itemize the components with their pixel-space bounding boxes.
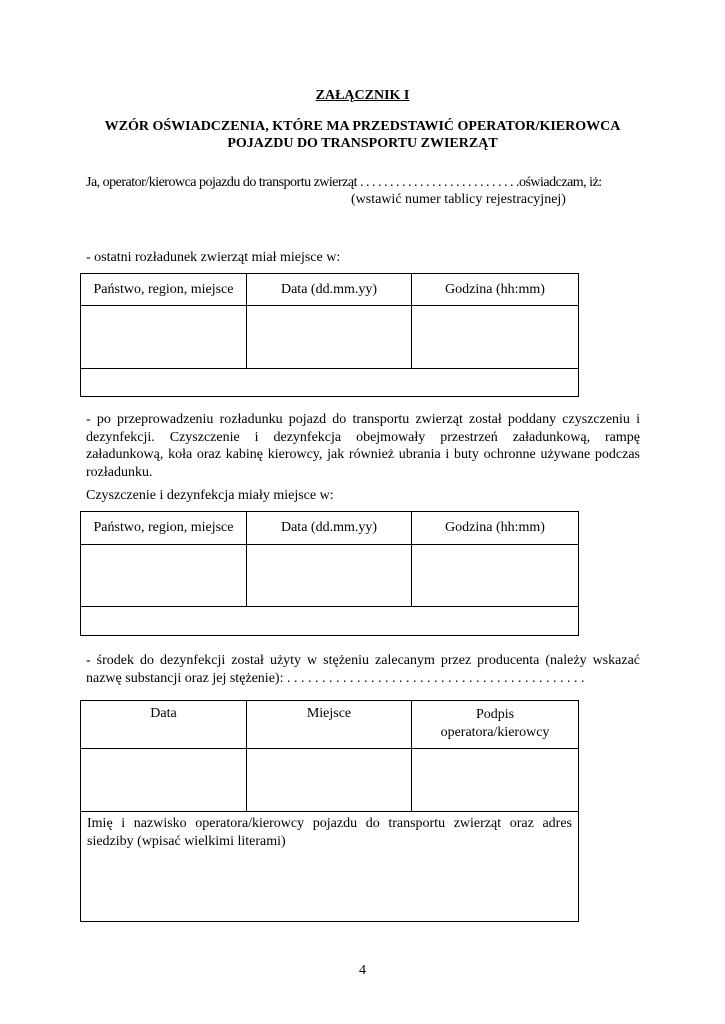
declaration-hint: (wstawić numer tablicy rejestracyjnej) [351, 192, 566, 207]
place-cell[interactable] [81, 545, 247, 607]
column-header: Państwo, region, miejsce [81, 512, 247, 545]
column-header: Państwo, region, miejsce [81, 274, 247, 306]
section1-text: - ostatni rozładunek zwierząt miał miejsce w: [86, 250, 341, 265]
section3-text: - środek do dezynfekcji został użyty w stężeniu zalecanym przez producenta (należy wskazać nazwę substancji oraz jej stężenie): . . . . . . . . . . . . . . . . . . . . . . . . . . . . . . . . . . . . . . . . . . . [86, 653, 640, 686]
declaration-line: Ja, operator/kierowca pojazdu do transportu zwierząt . . . . . . . . . . . . . . . . . . . . . . . . . . .oświadczam, iż: [86, 175, 602, 190]
page-title: ZAŁĄCZNIK I [315, 88, 410, 103]
operator-name-address-field[interactable]: Imię i nazwisko operatora/kierowcy pojazdu do transportu zwierząt oraz adres siedziby (wpisać wielkimi literami) [81, 812, 579, 922]
column-header: Godzina (hh:mm) [412, 274, 579, 306]
cleaning-table [80, 511, 579, 636]
column-header: Godzina (hh:mm) [412, 512, 579, 545]
column-header: Miejsce [247, 701, 412, 749]
date-cell[interactable] [247, 545, 412, 607]
page-number: 4 [359, 963, 366, 978]
date-cell[interactable] [247, 306, 412, 369]
date-cell[interactable] [81, 749, 247, 812]
place-cell[interactable] [247, 749, 412, 812]
section2-subtext: Czyszczenie i dezynfekcja miały miejsce w: [86, 488, 334, 503]
form-subtitle: WZÓR OŚWIADCZENIA, KTÓRE MA PRZEDSTAWIĆ OPERATOR/KIEROWCA POJAZDU DO TRANSPORTU ZWIERZĄT [104, 119, 621, 151]
extra-cell[interactable] [81, 369, 579, 397]
place-cell[interactable] [81, 306, 247, 369]
extra-cell[interactable] [81, 607, 579, 636]
section2-text: - po przeprowadzeniu rozładunku pojazd do transportu zwierząt został poddany czyszczeniu i dezynfekcji. Czyszczenie i dezynfekcja obejmowały przestrzeń załadunkową, rampę załadunkową, koła oraz kabinę kierowcy, jak również ubrania i buty ochronne używane podczas rozładunku. [86, 412, 640, 480]
signature-table [80, 700, 579, 922]
column-header: Data (dd.mm.yy) [247, 512, 412, 545]
column-header: Data [81, 701, 247, 749]
unloading-table [80, 273, 579, 397]
column-header: Data (dd.mm.yy) [247, 274, 412, 306]
time-cell[interactable] [412, 306, 579, 369]
column-header: Podpis operatora/kierowcy [412, 701, 579, 749]
signature-cell[interactable] [412, 749, 579, 812]
time-cell[interactable] [412, 545, 579, 607]
